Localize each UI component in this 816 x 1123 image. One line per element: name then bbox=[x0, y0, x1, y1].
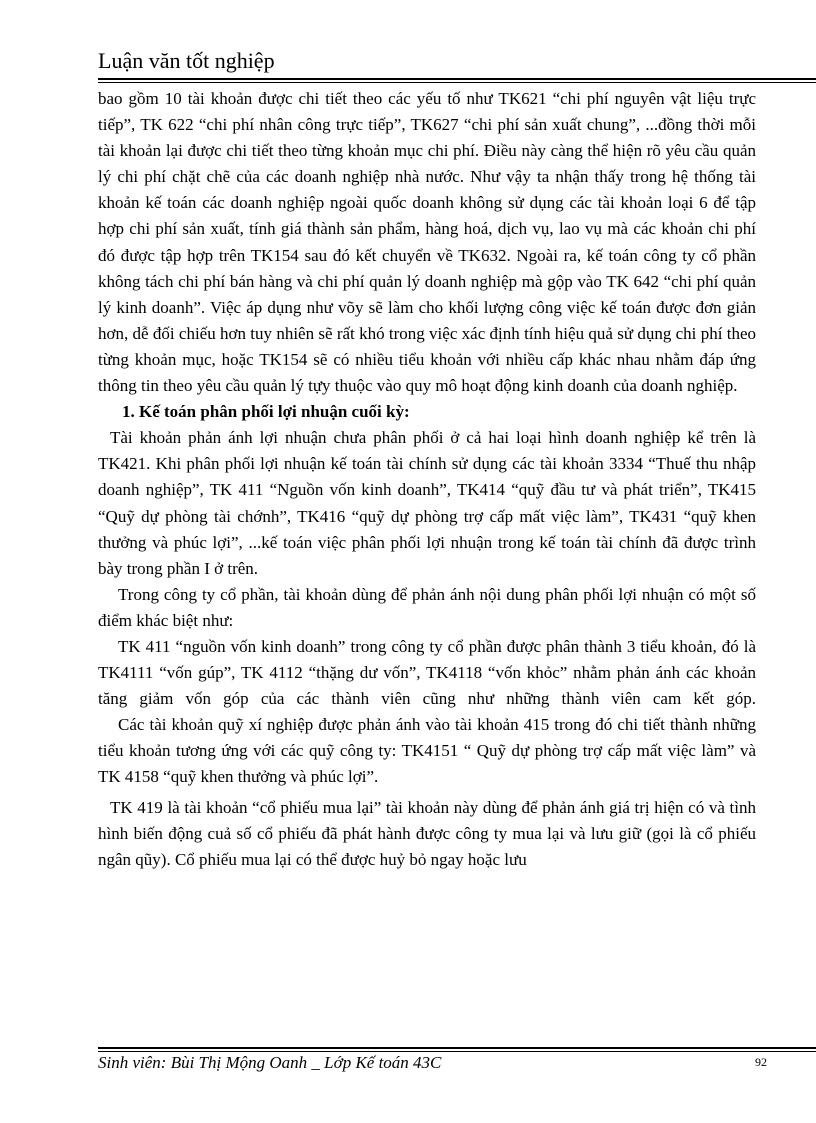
paragraph-1: bao gồm 10 tài khoản được chi tiết theo các yếu tố như TK621 “chi phí nguyên vật liệu trực tiếp”, TK 622 “chi phí nhân công trực tiếp”, TK627 “chi phí sản xuất chung”, ...đồng thời mỗi tài khoản lại được chi tiết theo từng khoản mục chi phí. Điều này càng thể hiện rõ yêu cầu quản lý chi phí chặt chẽ của các doanh nghiệp nhà nước. Như vậy ta nhận thấy trong hệ thống tài khoản kế toán các doanh nghiệp ngoài quốc doanh không sử dụng các tài khoản loại 6 để tập hợp chi phí sản xuất, tính giá thành sản phẩm, hàng hoá, dịch vụ, lao vụ mà các khoản chi phí đó được tập hợp trên TK154 sau đó kết chuyển về TK632. Ngoài ra, kế toán công ty cổ phần không tách chi phí bán hàng và chi phí quản lý doanh nghiệp mà gộp vào TK 642 “chi phí quản lý kinh doanh”. Việc áp dụng như võy sẽ làm cho khối lượng công việc kế toán được đơn giản hơn, dễ đối chiếu hơn tuy nhiên sẽ rất khó trong việc xác định tính hiệu quả sử dụng chi phí theo từng khoản mục, hoặc TK154 sẽ có nhiều tiểu khoản với nhiều cấp khác nhau nhằm đáp ứng thông tin theo yêu cầu quản lý tựy thuộc vào quy mô hoạt động kinh doanh của doanh nghiệp. bbox=[98, 89, 756, 396]
header-title: Luận văn tốt nghiệp bbox=[98, 48, 275, 73]
page-number: 92 bbox=[755, 1055, 767, 1069]
footer-rule bbox=[98, 1047, 816, 1049]
section-heading: 1. Kế toán phân phối lợi nhuận cuối kỳ: bbox=[122, 402, 410, 422]
paragraph-3: Trong công ty cổ phần, tài khoản dùng để phản ánh nội dung phân phối lợi nhuận có một số điểm khác biệt như: bbox=[98, 584, 756, 630]
header-rule-thin bbox=[98, 82, 816, 83]
paragraph-6: TK 419 là tài khoản “cổ phiếu mua lại” tài khoản này dùng để phản ánh giá trị hiện có và tình hình biến động cuả số cổ phiếu đã phát hành được công ty mua lại và lưu giữ (gọi là cổ phiếu ngân qũy). Cổ phiếu mua lại có thể được huỷ bỏ ngay hoặc lưu bbox=[98, 797, 756, 869]
header-rule bbox=[98, 78, 816, 80]
document-body bbox=[98, 86, 756, 873]
footer-rule-thin bbox=[98, 1051, 816, 1052]
footer-author: Sinh viên: Bùi Thị Mộng Oanh _ Lớp Kế toán 43C bbox=[98, 1053, 442, 1072]
paragraph-2: Tài khoản phản ánh lợi nhuận chưa phân phối ở cả hai loại hình doanh nghiệp kể trên là TK421. Khi phân phối lợi nhuận kế toán tài chính sử dụng các tài khoản 3334 “Thuế thu nhập doanh nghiệp”, TK 411 “Nguồn vốn kinh doanh”, TK414 “quỹ đầu tư và phát triển”, TK415 “Quỹ dự phòng tài chớnh”, TK416 “quỹ dự phòng trợ cấp mất việc làm”, TK431 “quỹ khen thưởng và phúc lợi”, ...kế toán việc phân phối lợi nhuận trong kế toán tài chính đã được trình bày trong phần I ở trên. bbox=[98, 428, 756, 578]
paragraph-4: TK 411 “nguồn vốn kinh doanh” trong công ty cổ phần được phân thành 3 tiểu khoản, đó là TK4111 “vốn gúp”, TK 4112 “thặng dư vốn”, TK4118 “vốn khỏc” nhằm phản ánh các khoản tăng giảm vốn góp của các thành viên cũng như những thành viên cam kết góp. bbox=[98, 636, 756, 709]
paragraph-5: Các tài khoản quỹ xí nghiệp được phản ánh vào tài khoản 415 trong đó chi tiết thành những tiểu khoản tương ứng với các quỹ công ty: TK4151 “ Quỹ dự phòng trợ cấp mất việc làm” và TK 4158 “quỹ khen thưởng và phúc lợi”. bbox=[98, 715, 756, 787]
